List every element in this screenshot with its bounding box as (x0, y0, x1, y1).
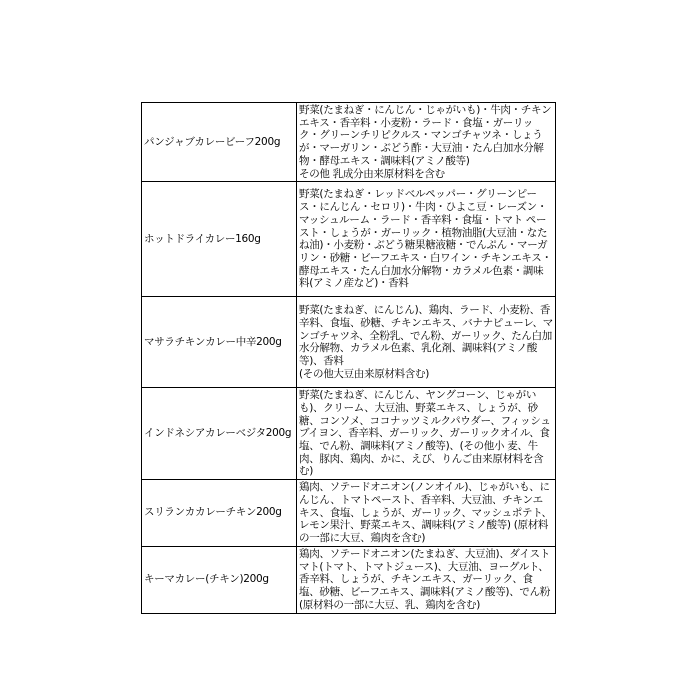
ingredients-table (141, 102, 556, 614)
ingredients-cell (297, 388, 556, 480)
ingredients-text: 鶏肉、ソテードオニオン(たまねぎ、大豆油)、ダイストマト(トマト、トマトジュース)、大豆油、ヨーグルト、香辛料、しょうが、チキンエキス、ガーリック、食塩、砂糖、ビーフエキス、調味料(アミノ酸等)、でん粉 (原材料の一部に大豆、乳、鶏肉を含む) (299, 547, 551, 611)
table-row (142, 546, 556, 613)
product-name: スリランカカレーチキン200g (142, 480, 297, 547)
product-name: パンジャブカレービーフ200g (142, 103, 297, 182)
ingredients-text: 野菜(たまねぎ・レッドベルペッパー・グリーンピース・にんじん・セロリ)・牛肉・ひよこ豆・レーズン・マッシュルーム・ラード・香辛料・食塩・トマト ペースト・しょうが・ガーリック・植物油脂(大豆油・なたね油)・小麦粉・ぶどう糖果糖液糖・でんぷん・マーガリン・砂糖・ビーフエキス・白ワイン・チキンエキス・酵母エキス・たん白加水分解物・カラメル色素・調味料(アミノ産など)・香料 (299, 188, 552, 290)
ingredients-cell (297, 182, 556, 297)
allergen-note: (その他大豆由来原材料含む) (299, 367, 429, 380)
table-row (142, 388, 556, 480)
product-name: インドネシアカレーベジタ200g (142, 388, 297, 480)
table-row (142, 480, 556, 547)
allergen-note: その他 乳成分由来原材料を含む (299, 167, 445, 180)
ingredients-cell (297, 480, 556, 547)
ingredients-cell (297, 103, 556, 182)
ingredients-cell (297, 297, 556, 388)
table-row (142, 182, 556, 297)
table-row (142, 103, 556, 182)
ingredients-cell (297, 546, 556, 613)
product-name: キーマカレー(チキン)200g (142, 546, 297, 613)
ingredients-text: 野菜(たまねぎ、にんじん、ヤングコーン、じゃがいも)、クリーム、大豆油、野菜エキス、しょうが、砂 糖、コンソメ、ココナッツミルクパウダー、フィッシュブイヨン、香辛料、ガーリック、ガーリックオイル、食塩、でん粉、調味料(アミノ酸等)、(その他小 麦、牛肉、豚肉、鶏肉、かに、えび、りんご由来原材料を含む) (299, 389, 551, 478)
table-row (142, 297, 556, 388)
ingredients-text: 野菜(たまねぎ・にんじん・じゃがいも)・牛肉・チキンエキス・香辛料・小麦粉・ラード・食塩・ガーリック・グリーンチリピクルス・マンゴチャツネ・しょうが・マーガリン・ぶどう酢・大豆油・たん白加水分解物・酵母エキス・調味料(アミノ酸等) (299, 104, 552, 167)
ingredients-text: 鶏肉、ソテードオニオン(ノンオイル)、じゃがいも、にんじん、トマトペースト、香辛料、大豆油、チキンエキス、食塩、しょうが、ガーリック、マッシュポテト、レモン果汁、野菜エキス、調味料(アミノ酸等) (原材料の一部に大豆、鶏肉を含む) (299, 481, 552, 544)
product-name: マサラチキンカレー中辛200g (142, 297, 297, 388)
ingredients-text: 野菜(たまねぎ、にんじん)、鶏肉、ラード、小麦粉、香辛料、食塩、砂糖、チキンエキス、バナナピューレ、マンゴチャツネ、全粉乳、でん粉、ガーリック、たん白加水分解物、カラメル色素、乳化剤、調味料(アミノ酸等)、香料 (299, 304, 553, 367)
product-name: ホットドライカレー160g (142, 182, 297, 297)
